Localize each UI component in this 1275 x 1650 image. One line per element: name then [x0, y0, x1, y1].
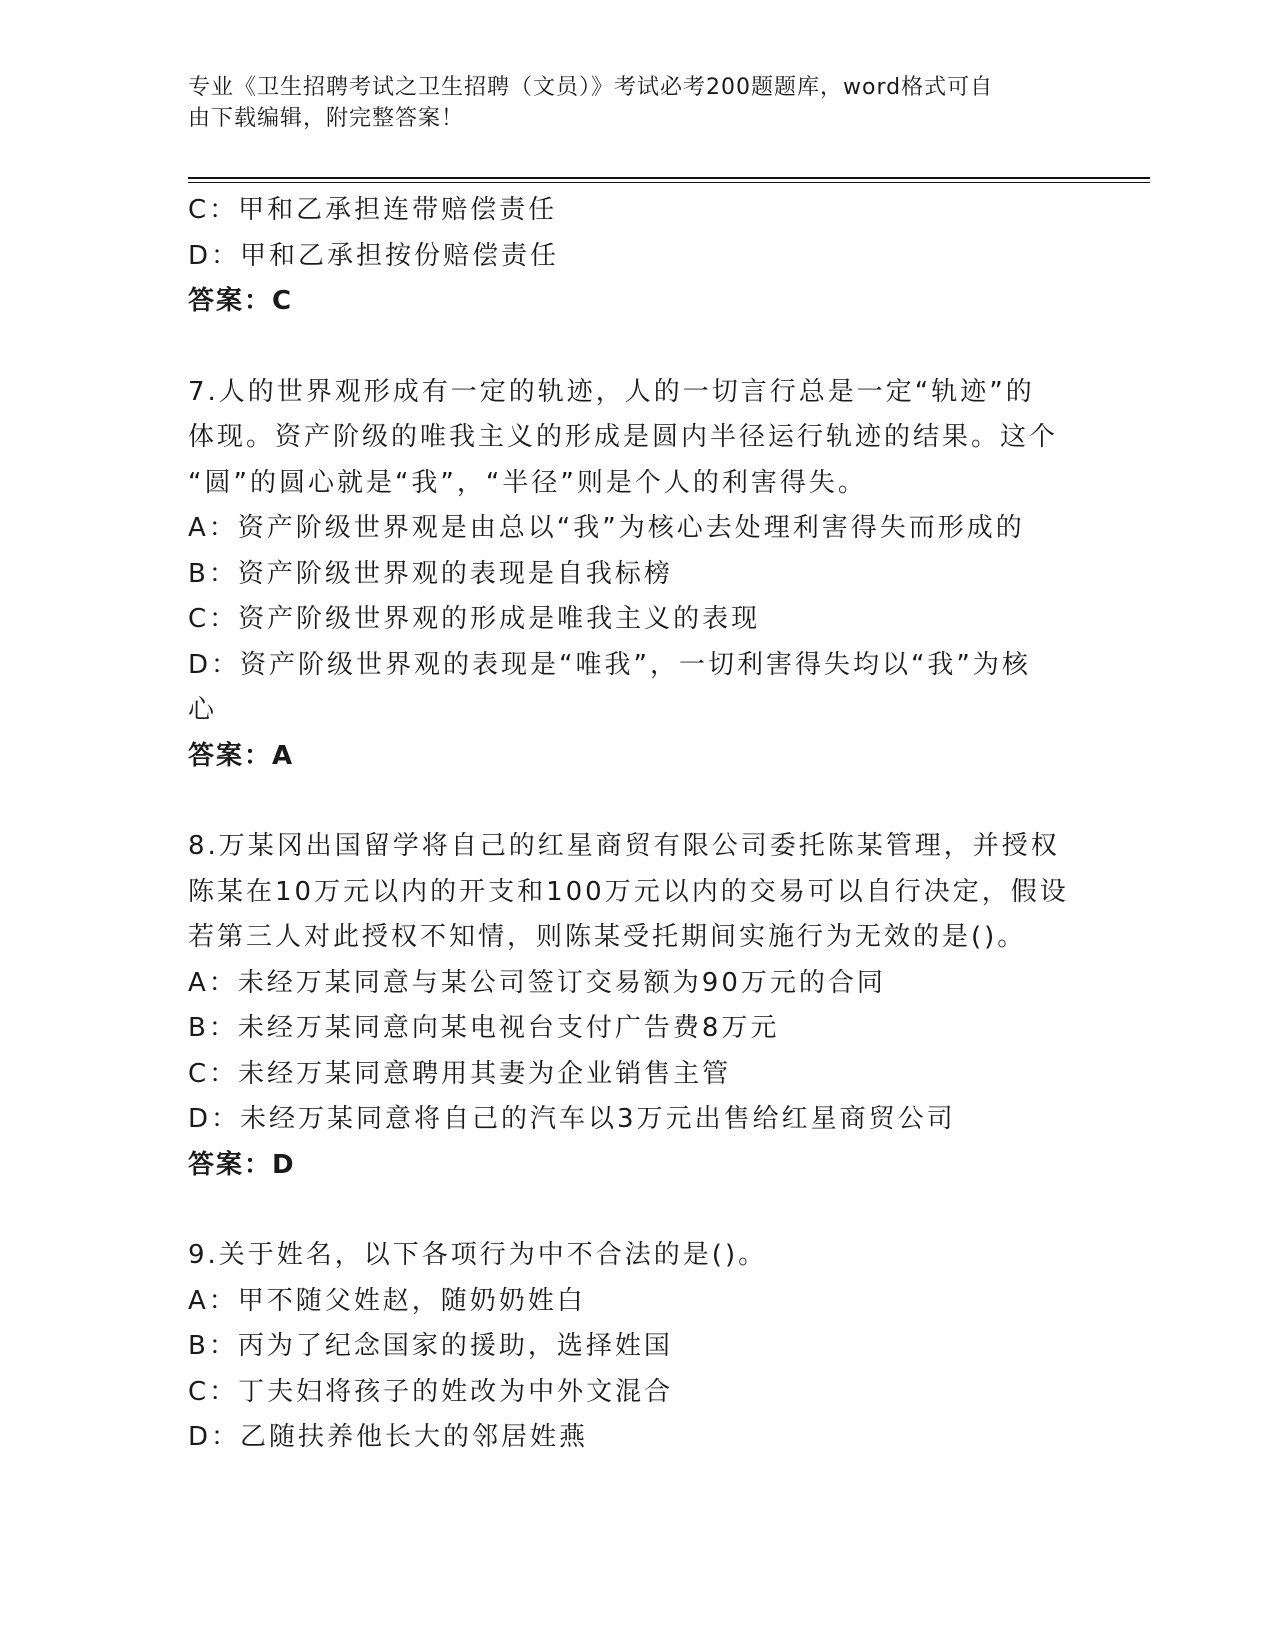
answer-line: 答案：C — [188, 286, 294, 316]
question-stem-line: “圆”的圆心就是“我”，“半径”则是个人的利害得失。 — [188, 467, 867, 498]
option-c: C：资产阶级世界观的形成是唯我主义的表现 — [188, 604, 761, 634]
option-a: A：未经万某同意与某公司签订交易额为90万元的合同 — [188, 967, 886, 998]
option-d: D：未经万某同意将自己的汽车以3万元出售给红星商贸公司 — [188, 1104, 956, 1134]
header-line-2: 由下载编辑，附完整答案！ — [188, 106, 465, 131]
option-d: D：资产阶级世界观的表现是“唯我”，一切利害得失均以“我”为核 — [188, 649, 1031, 680]
header-line-1: 专业《卫生招聘考试之卫生招聘（文员）》考试必考200题题库，word格式可自 — [188, 75, 994, 100]
option-d: D：乙随扶养他长大的邻居姓燕 — [188, 1422, 589, 1452]
option-d-continuation: 心 — [188, 695, 218, 725]
option-a: A：资产阶级世界观是由总以“我”为核心去处理利害得失而形成的 — [188, 513, 1025, 543]
question-stem-line: 9.关于姓名，以下各项行为中不合法的是()。 — [188, 1240, 768, 1270]
document-header — [188, 72, 1068, 134]
header-divider-thick — [188, 177, 1150, 179]
question-stem-line: 若第三人对此授权不知情，则陈某受托期间实施行为无效的是()。 — [188, 922, 1027, 952]
option-b: B：未经万某同意向某电视台支付广告费8万元 — [188, 1013, 780, 1043]
question-9 — [188, 1233, 1088, 1461]
option-b: B：资产阶级世界观的表现是自我标榜 — [188, 558, 673, 589]
question-7 — [188, 370, 1088, 780]
option-b: B：丙为了纪念国家的援助，选择姓国 — [188, 1331, 673, 1361]
option-d: D：甲和乙承担按份赔偿责任 — [188, 240, 560, 271]
question-8 — [188, 824, 1088, 1188]
answer-line: 答案：A — [188, 740, 295, 771]
question-stem-line: 8.万某冈出国留学将自己的红星商贸有限公司委托陈某管理，并授权 — [188, 831, 1060, 861]
option-c: C：甲和乙承担连带赔偿责任 — [188, 195, 558, 225]
option-a: A：甲不随父姓赵，随奶奶姓白 — [188, 1285, 586, 1316]
spacer — [188, 325, 1088, 370]
spacer — [188, 779, 1088, 824]
header-divider-thin — [188, 182, 1150, 183]
document-body — [188, 188, 1088, 1461]
question-6-tail — [188, 188, 1088, 325]
option-c: C：丁夫妇将孩子的姓改为中外文混合 — [188, 1376, 674, 1407]
option-c: C：未经万某同意聘用其妻为企业销售主管 — [188, 1058, 732, 1089]
answer-line: 答案：D — [188, 1149, 296, 1180]
question-stem-line: 陈某在10万元以内的开支和100万元以内的交易可以自行决定，假设 — [188, 876, 1069, 907]
spacer — [188, 1188, 1088, 1233]
question-stem-line: 7.人的世界观形成有一定的轨迹，人的一切言行总是一定“轨迹”的 — [188, 376, 1035, 407]
question-stem-line: 体现。资产阶级的唯我主义的形成是圆内半径运行轨迹的结果。这个 — [188, 422, 1059, 452]
